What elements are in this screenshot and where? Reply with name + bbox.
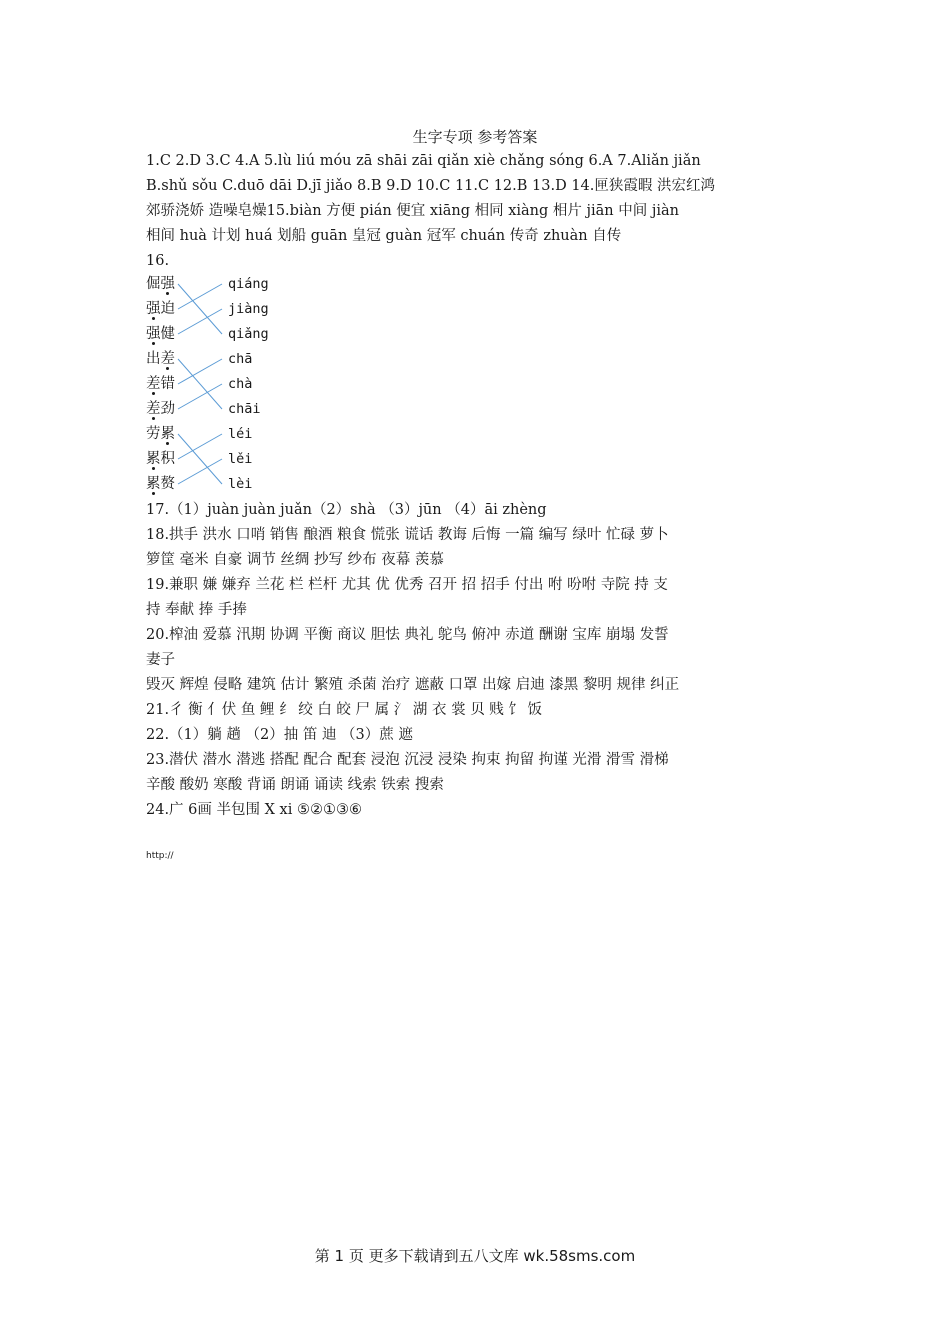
match-char: 倔 bbox=[146, 276, 161, 292]
match-line bbox=[178, 459, 222, 484]
match-char: 劳 bbox=[146, 426, 161, 442]
match-line bbox=[178, 434, 222, 459]
answer-line: 23.潜伏 潜水 潜逃 搭配 配合 配套 浸泡 沉浸 浸染 拘束 拘留 拘谨 光滑 滑雪 滑梯 bbox=[146, 752, 669, 768]
match-pinyin: qiáng bbox=[228, 276, 269, 292]
match-char: 差 bbox=[146, 401, 161, 417]
answer-line: 箩筐 毫米 自豪 调节 丝绸 抄写 纱布 夜幕 羡慕 bbox=[146, 552, 444, 568]
match-line bbox=[178, 359, 222, 409]
answer-line: 妻子 bbox=[146, 652, 175, 668]
answer-line: B.shǔ sǒu C.duō dāi D.jī jiǎo 8.B 9.D 10.C 11.C 12.B 13.D 14.匣狭霞暇 洪宏红鸿 bbox=[146, 178, 715, 194]
url-text: http:// bbox=[146, 851, 174, 861]
answer-line: 22.（1）躺 趟 （2）抽 笛 迪 （3）蔗 遮 bbox=[146, 727, 413, 743]
match-pinyin: léi bbox=[228, 426, 253, 442]
answer-line: 郊骄浇娇 造噪皂燥15.biàn 方便 pián 便宜 xiāng 相同 xiàng 相片 jiān 中间 jiàn bbox=[146, 203, 679, 219]
answer-line: 毁灭 辉煌 侵略 建筑 估计 繁殖 杀菌 治疗 遮蔽 口罩 出嫁 启迪 漆黑 黎明 规律 纠正 bbox=[146, 677, 680, 693]
match-line bbox=[178, 384, 222, 409]
match-char: 积 bbox=[160, 451, 175, 467]
match-char: 差 bbox=[146, 376, 161, 392]
question-16-label: 16. bbox=[146, 253, 170, 269]
match-pinyin: chā bbox=[228, 351, 253, 367]
match-char: 累 bbox=[146, 476, 161, 492]
match-line bbox=[178, 284, 222, 334]
match-char: 赘 bbox=[160, 476, 175, 492]
match-char: 劲 bbox=[160, 401, 175, 417]
match-char: 累 bbox=[160, 426, 175, 442]
match-pinyin: chāi bbox=[228, 401, 261, 417]
answer-line: 持 奉献 捧 手捧 bbox=[146, 602, 247, 618]
page-title: 生字专项 参考答案 bbox=[412, 128, 538, 146]
answer-line: 1.C 2.D 3.C 4.A 5.lù liú móu zā shāi zāi qiǎn xiè chǎng sóng 6.A 7.Aliǎn jiǎn bbox=[146, 153, 701, 169]
match-line bbox=[178, 359, 222, 384]
match-char: 健 bbox=[160, 326, 175, 342]
match-pinyin: lěi bbox=[228, 451, 253, 467]
answer-line: 18.拱手 洪水 口哨 销售 酿酒 粮食 慌张 谎话 教诲 后悔 一篇 编写 绿叶 忙碌 萝卜 bbox=[146, 527, 669, 543]
match-pinyin: chà bbox=[228, 376, 253, 392]
page-footer: 第 1 页 更多下载请到五八文库 wk.58sms.com bbox=[314, 1247, 636, 1265]
match-char: 差 bbox=[160, 351, 175, 367]
answer-line: 24.广 6画 半包围 X xi ⑤②①③⑥ bbox=[146, 802, 362, 818]
match-char: 累 bbox=[146, 451, 161, 467]
answer-line: 19.兼职 嫌 嫌弃 兰花 栏 栏杆 尤其 优 优秀 召开 招 招手 付出 咐 吩咐 寺院 持 支 bbox=[146, 577, 668, 593]
answer-line: 20.榨油 爱慕 汛期 协调 平衡 商议 胆怯 典礼 鸵鸟 俯冲 赤道 酬谢 宝库 崩塌 发誓 bbox=[146, 627, 669, 643]
match-char: 错 bbox=[160, 376, 175, 392]
match-line bbox=[178, 309, 222, 334]
match-line bbox=[178, 434, 222, 484]
match-char: 迫 bbox=[160, 301, 175, 317]
match-char: 强 bbox=[146, 301, 161, 317]
match-pinyin: qiǎng bbox=[228, 326, 269, 342]
matching-lines bbox=[0, 0, 950, 520]
match-line bbox=[178, 284, 222, 309]
match-char: 强 bbox=[160, 276, 175, 292]
match-pinyin: lèi bbox=[228, 476, 253, 492]
answer-line: 17.（1）juàn juàn juǎn（2）shà （3）jūn （4）āi zhèng bbox=[146, 502, 547, 518]
match-pinyin: jiàng bbox=[228, 301, 269, 317]
answer-line: 21.彳 衡 亻伏 鱼 鲤 纟 绞 白 皎 尸 属 氵 湖 衣 裳 贝 贱 饣 饭 bbox=[146, 702, 543, 718]
match-char: 强 bbox=[146, 326, 161, 342]
answer-line: 辛酸 酸奶 寒酸 背诵 朗诵 诵读 线索 铁索 搜索 bbox=[146, 777, 444, 793]
answer-line: 相间 huà 计划 huá 划船 guān 皇冠 guàn 冠军 chuán 传奇 zhuàn 自传 bbox=[146, 228, 622, 244]
match-char: 出 bbox=[146, 351, 161, 367]
